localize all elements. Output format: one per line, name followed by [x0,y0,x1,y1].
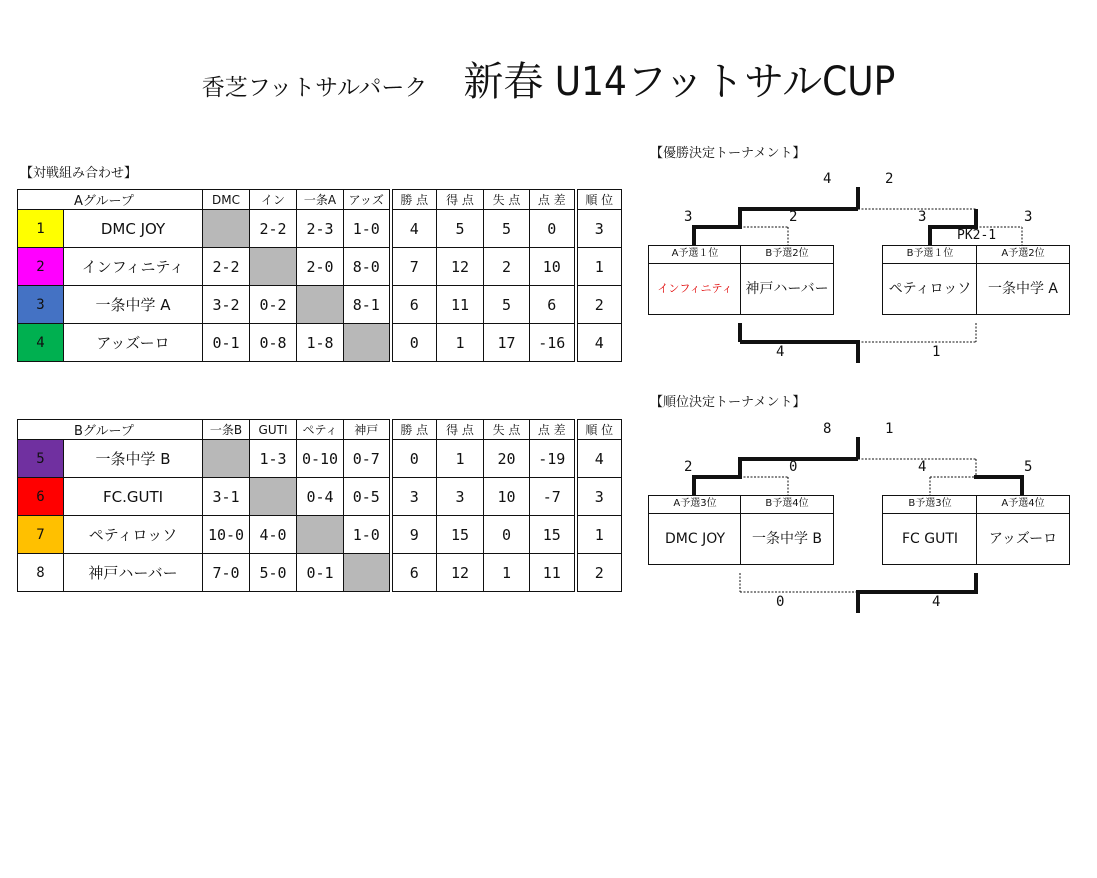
match-result: 1-0 [344,210,391,248]
rank-final-score-left: 8 [823,421,832,437]
team-name: FC GUTI [901,531,959,547]
column-header: 一条A [297,190,344,210]
semi2-score-right: 3 [1024,209,1033,225]
match-result: 2-3 [297,210,344,248]
rank-semi1-score-left: 2 [684,459,693,475]
stat-rank: 3 [576,210,622,248]
stat-pts: 6 [391,286,437,324]
column-header: 順 位 [576,190,622,210]
rank-third-score-left: 0 [776,594,785,610]
column-header: DMC [203,190,250,210]
table-row [18,516,622,554]
match-result: 0-7 [344,440,391,478]
stat-pts: 7 [391,248,437,286]
match-result: 0-10 [297,440,344,478]
team-name: 一条中学 A [64,286,203,324]
team-number: 3 [18,286,64,324]
team-name: 神戸ハーバー [64,554,203,592]
table-row [18,210,622,248]
stat-gd: -7 [530,478,576,516]
team-name: ペティロッソ [888,281,972,297]
event-name: 新春 U14フットサルCUP [463,59,896,105]
table-row [18,554,622,592]
final-bracket [648,165,1073,365]
seed-label: B予選4位 [741,496,833,514]
seed-label: A予選3位 [649,496,741,514]
stat-rank: 2 [576,286,622,324]
team-name: インフィニティ [64,248,203,286]
match-result: 3-1 [203,478,250,516]
column-header: 勝 点 [391,420,437,440]
team-name: DMC JOY [664,531,726,547]
final-score-right: 2 [885,171,894,187]
stat-rank: 1 [576,248,622,286]
stat-rank: 2 [576,554,622,592]
rank-bracket-label: 【順位決定トーナメント】 [650,395,806,410]
stat-gf: 12 [437,554,484,592]
semi2-score-left: 3 [918,209,927,225]
team-number: 1 [18,210,64,248]
third-score-right: 1 [932,344,941,360]
stat-gd: 10 [530,248,576,286]
semi1-score-left: 3 [684,209,693,225]
team-name: 一条中学 A [987,281,1059,297]
match-result: 8-0 [344,248,391,286]
stat-rank: 3 [576,478,622,516]
team-name: 神戸ハーバー [745,281,829,297]
stat-gf: 12 [437,248,484,286]
match-result [250,478,297,516]
pk-note: PK2-1 [957,228,997,243]
stat-gd: 6 [530,286,576,324]
column-header: GUTI [250,420,297,440]
match-result: 10-0 [203,516,250,554]
column-header: 点 差 [530,420,576,440]
team-name: 一条中学 B [64,440,203,478]
stat-ga: 1 [484,554,530,592]
column-header: 得 点 [437,420,484,440]
table-row [18,248,622,286]
bracket-team-slot [976,495,1070,565]
header-row [18,420,622,440]
stat-gf: 1 [437,324,484,362]
stat-gf: 11 [437,286,484,324]
rank-semi2-score-right: 5 [1024,459,1033,475]
stat-gd: 15 [530,516,576,554]
stat-pts: 0 [391,324,437,362]
match-result: 3-2 [203,286,250,324]
match-result: 2-2 [203,248,250,286]
column-header: 勝 点 [391,190,437,210]
match-result: 2-0 [297,248,344,286]
match-result: 1-3 [250,440,297,478]
stat-ga: 20 [484,440,530,478]
bracket-team-slot [882,495,978,565]
stat-gf: 3 [437,478,484,516]
team-name: アッズーロ [64,324,203,362]
rank-semi1-score-right: 0 [789,459,798,475]
stat-pts: 3 [391,478,437,516]
stat-ga: 17 [484,324,530,362]
final-bracket-label: 【優勝決定トーナメント】 [650,146,806,161]
stat-rank: 4 [576,324,622,362]
team-name: 一条中学 B [751,531,823,547]
group-title: Bグループ [18,420,203,440]
column-header: 一条B [203,420,250,440]
stat-ga: 5 [484,210,530,248]
team-name: アッズーロ [988,531,1058,547]
match-result: 1-8 [297,324,344,362]
group-a-table [17,189,622,362]
bracket-team-slot [882,245,978,315]
seed-label: A予選１位 [649,246,741,264]
venue-name: 香芝フットサルパーク [201,75,428,101]
stat-pts: 9 [391,516,437,554]
match-result [203,440,250,478]
page-title [0,50,1097,107]
match-result: 0-2 [250,286,297,324]
match-result [250,248,297,286]
column-header: 点 差 [530,190,576,210]
match-result: 8-1 [344,286,391,324]
column-header: 神戸 [344,420,391,440]
match-result: 0-5 [344,478,391,516]
match-result: 0-1 [297,554,344,592]
stat-ga: 0 [484,516,530,554]
match-result: 1-0 [344,516,391,554]
final-score-left: 4 [823,171,832,187]
rank-semi2-score-left: 4 [918,459,927,475]
team-number: 4 [18,324,64,362]
bracket-team-slot [740,245,834,315]
bracket-team-slot [648,495,742,565]
seed-label: B予選2位 [741,246,833,264]
bracket-team-slot [740,495,834,565]
match-result: 0-4 [297,478,344,516]
column-header: アッズ [344,190,391,210]
stat-ga: 2 [484,248,530,286]
match-result: 2-2 [250,210,297,248]
team-number: 6 [18,478,64,516]
rank-third-score-right: 4 [932,594,941,610]
stat-ga: 5 [484,286,530,324]
match-result [344,554,391,592]
stat-ga: 10 [484,478,530,516]
semi1-score-right: 2 [789,209,798,225]
stat-gf: 1 [437,440,484,478]
table-row [18,440,622,478]
table-row [18,324,622,362]
stat-gd: -16 [530,324,576,362]
match-result: 0-8 [250,324,297,362]
group-b-table [17,419,622,592]
stat-pts: 6 [391,554,437,592]
match-result [297,516,344,554]
team-name: ペティロッソ [64,516,203,554]
seed-label: B予選3位 [883,496,977,514]
stat-rank: 4 [576,440,622,478]
match-result: 0-1 [203,324,250,362]
table-row [18,478,622,516]
seed-label: B予選１位 [883,246,977,264]
column-header: 失 点 [484,190,530,210]
third-score-left: 4 [776,344,785,360]
column-header: ペティ [297,420,344,440]
table-row [18,286,622,324]
team-name: FC.GUTI [64,478,203,516]
stat-gd: -19 [530,440,576,478]
stat-pts: 4 [391,210,437,248]
team-number: 5 [18,440,64,478]
bracket-team-slot [648,245,742,315]
team-number: 2 [18,248,64,286]
stat-gf: 15 [437,516,484,554]
seed-label: A予選2位 [977,246,1069,264]
stat-gd: 11 [530,554,576,592]
match-result: 4-0 [250,516,297,554]
group-title: Aグループ [18,190,203,210]
column-header: 得 点 [437,190,484,210]
stat-rank: 1 [576,516,622,554]
team-name: DMC JOY [64,210,203,248]
matchups-label: 【対戦組み合わせ】 [20,166,138,181]
team-number: 7 [18,516,64,554]
header-row [18,190,622,210]
match-result [203,210,250,248]
seed-label: A予選4位 [977,496,1069,514]
team-name: インフィニティ [657,282,733,295]
team-number: 8 [18,554,64,592]
rank-bracket [648,415,1073,615]
column-header: イン [250,190,297,210]
stat-pts: 0 [391,440,437,478]
column-header: 失 点 [484,420,530,440]
match-result: 5-0 [250,554,297,592]
column-header: 順 位 [576,420,622,440]
rank-final-score-right: 1 [885,421,894,437]
match-result [297,286,344,324]
match-result [344,324,391,362]
stat-gf: 5 [437,210,484,248]
bracket-team-slot [976,245,1070,315]
match-result: 7-0 [203,554,250,592]
stat-gd: 0 [530,210,576,248]
